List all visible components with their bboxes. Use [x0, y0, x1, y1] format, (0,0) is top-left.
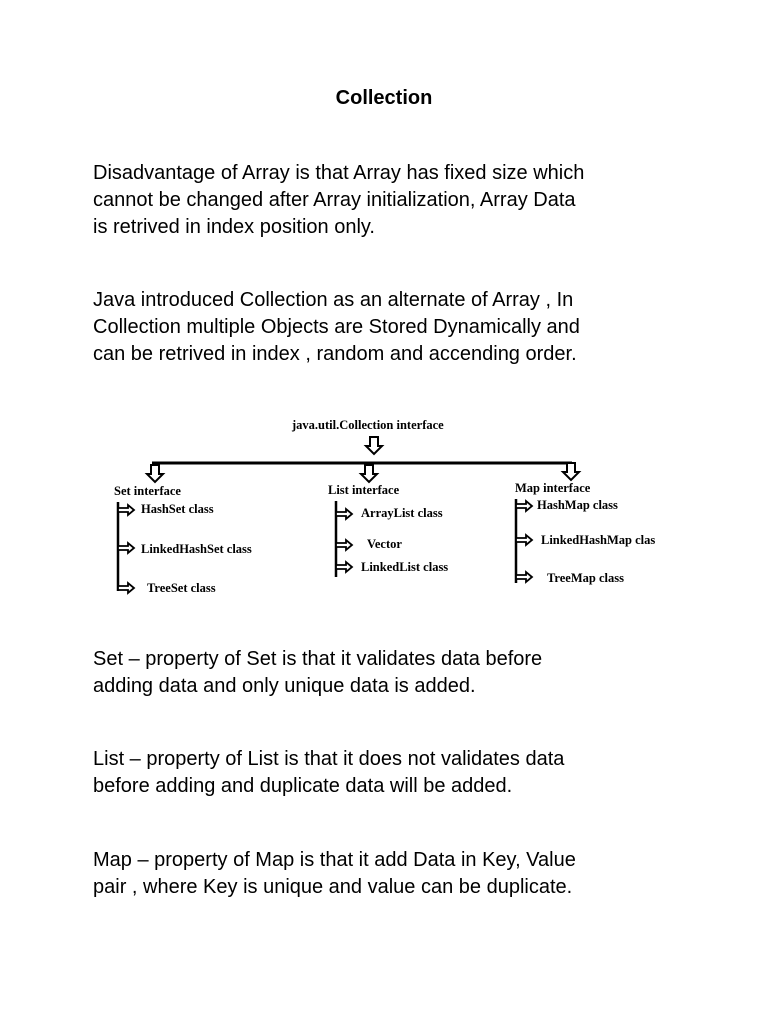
map-item-hashmap: HashMap class — [537, 498, 618, 512]
list-item-arrow-icon — [336, 562, 352, 572]
text-line: Set – property of Set is that it validates data before — [93, 648, 543, 670]
paragraph-collection-intro — [93, 287, 693, 368]
list-item-arrow-icon — [336, 540, 352, 550]
text-line: pair , where Key is unique and value can be duplicate. — [93, 876, 573, 898]
paragraph-array-disadvantage — [93, 160, 693, 241]
paragraph-set-property — [93, 646, 693, 700]
page-title: Collection — [335, 87, 433, 109]
set-item-arrow-icon — [118, 583, 134, 593]
map-interface-label: Map interface — [515, 481, 591, 495]
set-item-arrow-icon — [118, 505, 134, 515]
text-line: Disadvantage of Array is that Array has fixed size which — [93, 162, 585, 184]
diagram-root-label: java.util.Collection interface — [292, 418, 444, 432]
set-item-arrow-icon — [118, 543, 134, 553]
list-item-vector: Vector — [367, 537, 402, 551]
list-down-arrow-icon — [361, 465, 377, 482]
collection-hierarchy-diagram — [0, 405, 768, 605]
set-interface-label: Set interface — [114, 484, 181, 498]
text-line: Java introduced Collection as an alternate of Array , In — [93, 289, 574, 311]
text-line: Map – property of Map is that it add Data in Key, Value — [93, 849, 576, 871]
list-item-linkedlist: LinkedList class — [361, 560, 449, 574]
set-item-hashset: HashSet class — [141, 502, 214, 516]
map-item-arrow-icon — [516, 572, 532, 582]
text-line: can be retrived in index , random and accending order. — [93, 343, 577, 365]
text-line: List – property of List is that it does not validates data — [93, 748, 565, 770]
text-line: before adding and duplicate data will be added. — [93, 775, 513, 797]
text-line: adding data and only unique data is added. — [93, 675, 476, 697]
map-item-linkedhashmap: LinkedHashMap clas — [541, 533, 656, 547]
paragraph-list-property — [93, 746, 693, 800]
paragraph-map-property — [93, 847, 693, 901]
list-item-arrow-icon — [336, 509, 352, 519]
list-interface-label: List interface — [328, 483, 400, 497]
map-down-arrow-icon — [563, 463, 579, 480]
root-down-arrow-icon — [366, 437, 382, 454]
map-item-treemap: TreeMap class — [547, 571, 624, 585]
set-item-treeset: TreeSet class — [147, 581, 216, 595]
set-down-arrow-icon — [147, 465, 163, 482]
list-item-arraylist: ArrayList class — [361, 506, 443, 520]
map-item-arrow-icon — [516, 535, 532, 545]
set-item-linkedhashset: LinkedHashSet class — [141, 542, 252, 556]
map-item-arrow-icon — [516, 501, 532, 511]
text-line: cannot be changed after Array initialization, Array Data — [93, 189, 576, 211]
text-line: Collection multiple Objects are Stored Dynamically and — [93, 316, 580, 338]
text-line: is retrived in index position only. — [93, 216, 375, 238]
